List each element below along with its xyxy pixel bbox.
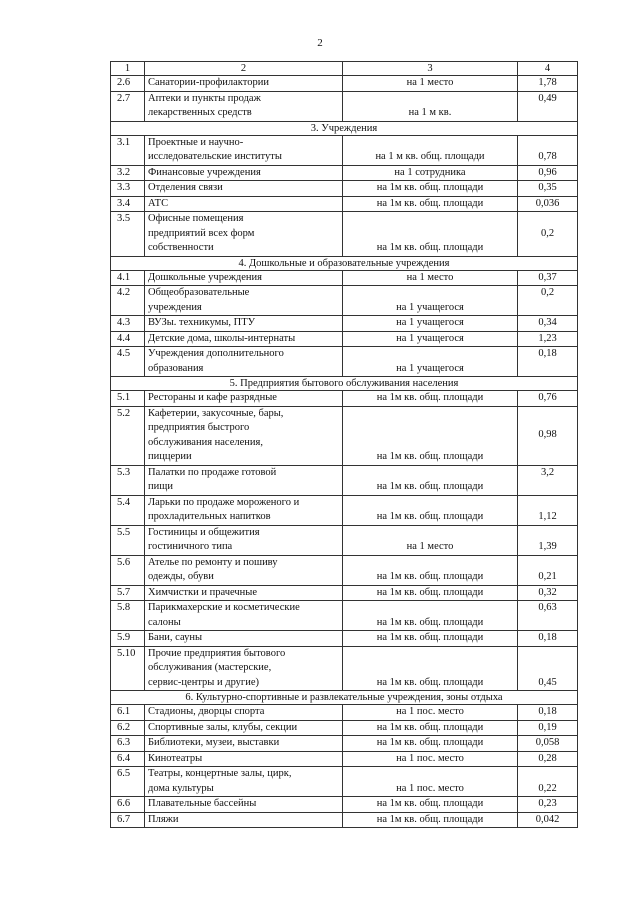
row-name: Химчистки и прачечные (145, 585, 343, 601)
row-value: 0,34 (518, 316, 578, 332)
row-number: 5.8 (111, 601, 145, 631)
row-name: Стадионы, дворцы спорта (145, 705, 343, 721)
page-number: 2 (317, 37, 323, 49)
row-number: 5.6 (111, 555, 145, 585)
table-row (111, 331, 578, 347)
row-number: 4.1 (111, 270, 145, 286)
table-row (111, 91, 578, 121)
section-title: 3. Учреждения (111, 121, 578, 135)
table-row (111, 76, 578, 92)
row-unit: на 1 учащегося (343, 347, 518, 377)
row-unit: на 1м кв. общ. площади (343, 646, 518, 691)
row-name: Ларьки по продаже мороженого и прохладительных напитков (145, 495, 343, 525)
row-unit: на 1 место (343, 525, 518, 555)
row-name: Отделения связи (145, 181, 343, 197)
row-value: 1,78 (518, 76, 578, 92)
row-value: 0,2 (518, 286, 578, 316)
table-row (111, 812, 578, 828)
row-number: 4.5 (111, 347, 145, 377)
row-number: 5.5 (111, 525, 145, 555)
row-name: Плавательные бассейны (145, 797, 343, 813)
row-number: 6.3 (111, 736, 145, 752)
header-cell: 2 (145, 62, 343, 76)
row-number: 3.5 (111, 212, 145, 257)
table-body (111, 62, 578, 828)
row-unit: на 1 пос. место (343, 751, 518, 767)
row-unit: на 1м кв. общ. площади (343, 812, 518, 828)
row-unit: на 1м кв. общ. площади (343, 465, 518, 495)
row-name: Кинотеатры (145, 751, 343, 767)
row-unit: на 1м кв. общ. площади (343, 391, 518, 407)
section-row (111, 377, 578, 391)
header-cell: 1 (111, 62, 145, 76)
header-cell: 4 (518, 62, 578, 76)
row-name: АТС (145, 196, 343, 212)
row-name: Детские дома, школы-интернаты (145, 331, 343, 347)
row-number: 4.2 (111, 286, 145, 316)
row-name: Кафетерии, закусочные, бары, предприятия быстрого обслуживания населения, пиццерии (145, 406, 343, 465)
table-row (111, 391, 578, 407)
row-unit: на 1м кв. общ. площади (343, 212, 518, 257)
row-value: 1,23 (518, 331, 578, 347)
row-value: 0,18 (518, 705, 578, 721)
table-row (111, 555, 578, 585)
section-row (111, 121, 578, 135)
row-number: 2.7 (111, 91, 145, 121)
row-unit: на 1 м кв. общ. площади (343, 135, 518, 165)
row-number: 5.9 (111, 631, 145, 647)
row-unit: на 1м кв. общ. площади (343, 495, 518, 525)
row-value: 0,78 (518, 135, 578, 165)
row-value: 0,21 (518, 555, 578, 585)
header-row (111, 62, 578, 76)
row-unit: на 1 место (343, 76, 518, 92)
row-name: Библиотеки, музеи, выставки (145, 736, 343, 752)
table-row (111, 767, 578, 797)
row-number: 6.5 (111, 767, 145, 797)
row-name: Проектные и научно- исследовательские институты (145, 135, 343, 165)
row-value: 1,39 (518, 525, 578, 555)
row-number: 6.1 (111, 705, 145, 721)
table-row (111, 212, 578, 257)
row-name: Общеобразовательные учреждения (145, 286, 343, 316)
row-name: Дошкольные учреждения (145, 270, 343, 286)
table-row (111, 631, 578, 647)
table-row (111, 736, 578, 752)
section-title: 5. Предприятия бытового обслуживания населения (111, 377, 578, 391)
row-unit: на 1 пос. место (343, 705, 518, 721)
row-unit: на 1 учащегося (343, 331, 518, 347)
section-row (111, 691, 578, 705)
row-unit: на 1 учащегося (343, 286, 518, 316)
table-row (111, 181, 578, 197)
row-unit: на 1 м кв. (343, 91, 518, 121)
row-name: ВУЗы. техникумы, ПТУ (145, 316, 343, 332)
row-value: 0,63 (518, 601, 578, 631)
row-number: 5.2 (111, 406, 145, 465)
row-name: Санатории-профилактории (145, 76, 343, 92)
section-row (111, 256, 578, 270)
row-value: 0,45 (518, 646, 578, 691)
row-value: 0,32 (518, 585, 578, 601)
row-number: 6.4 (111, 751, 145, 767)
row-number: 3.4 (111, 196, 145, 212)
row-value: 0,35 (518, 181, 578, 197)
row-number: 6.6 (111, 797, 145, 813)
row-name: Аптеки и пункты продаж лекарственных средств (145, 91, 343, 121)
row-unit: на 1м кв. общ. площади (343, 406, 518, 465)
table-row (111, 196, 578, 212)
row-number: 3.3 (111, 181, 145, 197)
row-value: 0,28 (518, 751, 578, 767)
row-unit: на 1 пос. место (343, 767, 518, 797)
row-name: Пляжи (145, 812, 343, 828)
row-unit: на 1м кв. общ. площади (343, 181, 518, 197)
row-name: Финансовые учреждения (145, 165, 343, 181)
row-name: Прочие предприятия бытового обслуживания (мастерские, сервис-центры и другие) (145, 646, 343, 691)
row-value: 0,036 (518, 196, 578, 212)
section-title: 6. Культурно-спортивные и развлекательные учреждения, зоны отдыха (111, 691, 578, 705)
row-value: 0,22 (518, 767, 578, 797)
row-value: 1,12 (518, 495, 578, 525)
row-number: 5.3 (111, 465, 145, 495)
row-value: 0,19 (518, 720, 578, 736)
table-row (111, 406, 578, 465)
row-value: 3,2 (518, 465, 578, 495)
row-number: 3.2 (111, 165, 145, 181)
table-row (111, 525, 578, 555)
row-unit: на 1м кв. общ. площади (343, 797, 518, 813)
row-name: Палатки по продаже готовой пищи (145, 465, 343, 495)
row-unit: на 1 сотрудника (343, 165, 518, 181)
table-row (111, 135, 578, 165)
row-unit: на 1м кв. общ. площади (343, 601, 518, 631)
table-row (111, 646, 578, 691)
table-row (111, 316, 578, 332)
row-unit: на 1м кв. общ. площади (343, 720, 518, 736)
row-unit: на 1м кв. общ. площади (343, 736, 518, 752)
row-number: 6.7 (111, 812, 145, 828)
table-row (111, 270, 578, 286)
table-row (111, 601, 578, 631)
row-name: Рестораны и кафе разрядные (145, 391, 343, 407)
table-row (111, 165, 578, 181)
row-name: Театры, концертные залы, цирк, дома культуры (145, 767, 343, 797)
row-value: 0,042 (518, 812, 578, 828)
row-name: Парикмахерские и косметические салоны (145, 601, 343, 631)
table-row (111, 347, 578, 377)
row-unit: на 1м кв. общ. площади (343, 631, 518, 647)
norms-table (110, 61, 578, 828)
table-row (111, 705, 578, 721)
row-value: 0,2 (518, 212, 578, 257)
table-row (111, 751, 578, 767)
row-number: 6.2 (111, 720, 145, 736)
row-number: 4.4 (111, 331, 145, 347)
row-value: 0,98 (518, 406, 578, 465)
table-row (111, 286, 578, 316)
row-name: Гостиницы и общежития гостиничного типа (145, 525, 343, 555)
row-number: 5.1 (111, 391, 145, 407)
table-row (111, 797, 578, 813)
row-number: 5.4 (111, 495, 145, 525)
row-value: 0,49 (518, 91, 578, 121)
row-number: 5.7 (111, 585, 145, 601)
row-number: 4.3 (111, 316, 145, 332)
row-unit: на 1м кв. общ. площади (343, 555, 518, 585)
row-name: Спортивные залы, клубы, секции (145, 720, 343, 736)
row-number: 3.1 (111, 135, 145, 165)
row-value: 0,37 (518, 270, 578, 286)
table-row (111, 465, 578, 495)
table-row (111, 585, 578, 601)
header-cell: 3 (343, 62, 518, 76)
row-number: 2.6 (111, 76, 145, 92)
row-unit: на 1 место (343, 270, 518, 286)
row-value: 0,96 (518, 165, 578, 181)
row-value: 0,058 (518, 736, 578, 752)
table-row (111, 720, 578, 736)
row-value: 0,18 (518, 631, 578, 647)
row-name: Бани, сауны (145, 631, 343, 647)
section-title: 4. Дошкольные и образовательные учреждения (111, 256, 578, 270)
row-unit: на 1м кв. общ. площади (343, 196, 518, 212)
row-name: Ателье по ремонту и пошиву одежды, обуви (145, 555, 343, 585)
row-value: 0,18 (518, 347, 578, 377)
row-number: 5.10 (111, 646, 145, 691)
row-unit: на 1 учащегося (343, 316, 518, 332)
row-unit: на 1м кв. общ. площади (343, 585, 518, 601)
row-value: 0,76 (518, 391, 578, 407)
row-name: Учреждения дополнительного образования (145, 347, 343, 377)
row-name: Офисные помещения предприятий всех форм собственности (145, 212, 343, 257)
row-value: 0,23 (518, 797, 578, 813)
table-row (111, 495, 578, 525)
